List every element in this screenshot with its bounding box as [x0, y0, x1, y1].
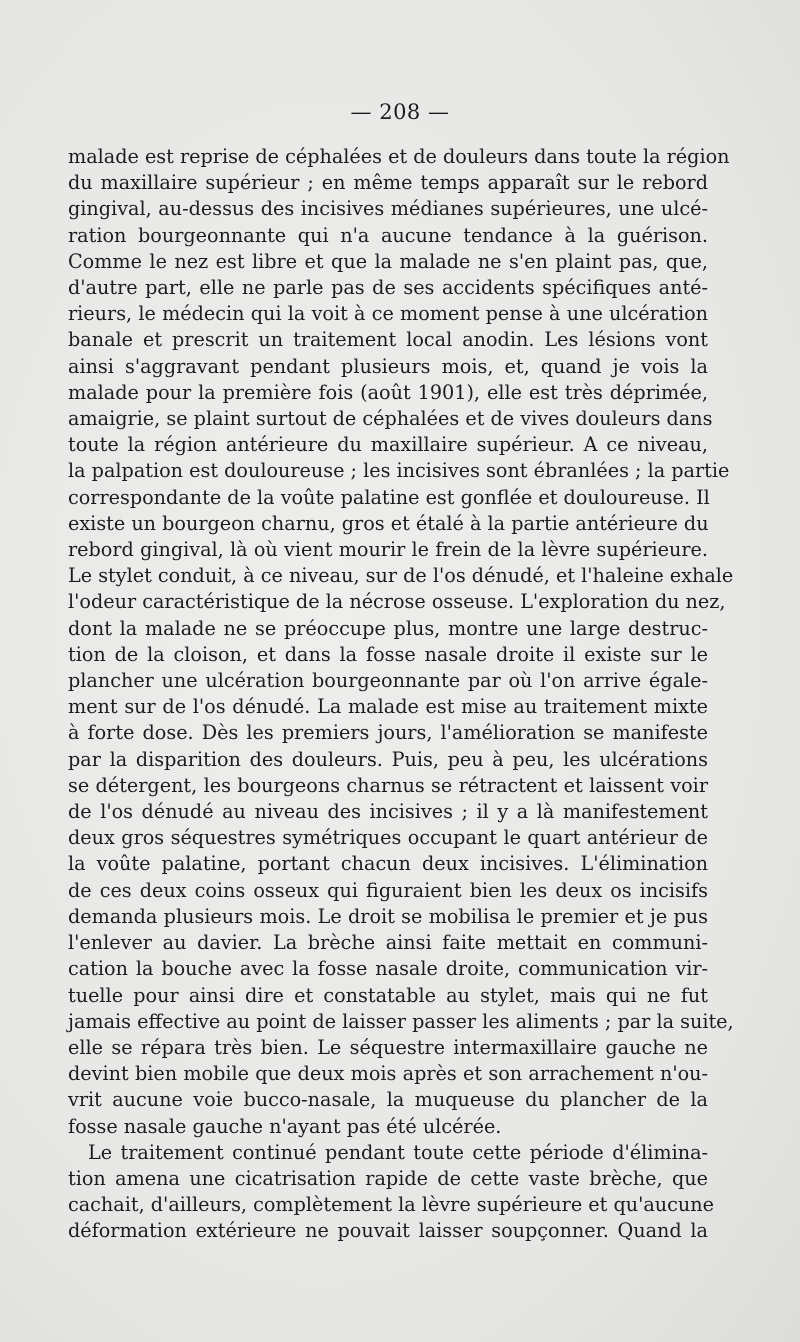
text-line: rieurs, le médecin qui la voit à ce moment pense à une ulcération — [68, 302, 708, 326]
text-line: gingival, au-dessus des incisives médianes supérieures, une ulcé- — [68, 197, 708, 221]
text-line: devint bien mobile que deux mois après et son arrachement n'ou- — [68, 1062, 708, 1086]
page-number: — 208 — — [350, 100, 450, 124]
text-line: déformation extérieure ne pouvait laisser soupçonner. Quand la — [68, 1219, 708, 1243]
text-line: par la disparition des douleurs. Puis, peu à peu, les ulcérations — [68, 747, 708, 771]
text-line: tion de la cloison, et dans la fosse nasale droite il existe sur le — [68, 642, 708, 666]
text-line: ainsi s'aggravant pendant plusieurs mois, et, quand je vois la — [68, 354, 708, 378]
body-text — [68, 144, 734, 1245]
text-line: ration bourgeonnante qui n'a aucune tendance à la guérison. — [68, 223, 708, 247]
text-line: banale et prescrit un traitement local anodin. Les lésions vont — [68, 328, 708, 352]
text-line: toute la région antérieure du maxillaire supérieur. A ce niveau, — [68, 433, 708, 457]
text-line: de ces deux coins osseux qui figuraient bien les deux os incisifs — [68, 878, 708, 902]
text-line: tuelle pour ainsi dire et constatable au stylet, mais qui ne fut — [68, 983, 708, 1007]
text-line: malade est reprise de céphalées et de douleurs dans toute la région — [68, 145, 730, 168]
text-line: plancher une ulcération bourgeonnante par où l'on arrive égale- — [68, 669, 708, 693]
text-line: jamais effective au point de laisser passer les aliments ; par la suite, — [68, 1009, 734, 1033]
text-line: à forte dose. Dès les premiers jours, l'amélioration se manifeste — [68, 721, 708, 745]
text-line: existe un bourgeon charnu, gros et étalé à la partie antérieure du — [68, 511, 709, 535]
text-line: demanda plusieurs mois. Le droit se mobilisa le premier et je pus — [68, 904, 708, 928]
text-line: d'autre part, elle ne parle pas de ses accidents spécifiques anté- — [68, 276, 708, 300]
text-line: fosse nasale gauche n'ayant pas été ulcérée. — [68, 1114, 502, 1138]
text-line: Le stylet conduit, à ce niveau, sur de l'os dénudé, et l'haleine exhale — [68, 564, 734, 588]
text-line: dont la malade ne se préoccupe plus, montre une large destruc- — [68, 616, 708, 640]
text-line: amaigrie, se plaint surtout de céphalées et de vives douleurs dans — [68, 407, 713, 431]
text-line: malade pour la première fois (août 1901), elle est très déprimée, — [68, 380, 708, 404]
text-line: correspondante de la voûte palatine est gonflée et douloureuse. Il — [68, 485, 710, 509]
text-line: du maxillaire supérieur ; en même temps apparaît sur le rebord — [68, 171, 708, 195]
text-line: Le traitement continué pendant toute cette période d'élimina- — [88, 1140, 708, 1164]
text-line: la voûte palatine, portant chacun deux incisives. L'élimination — [68, 852, 708, 876]
text-line: vrit aucune voie bucco-nasale, la muqueuse du plancher de la — [68, 1088, 708, 1112]
text-line: cation la bouche avec la fosse nasale droite, communication vir- — [68, 957, 708, 981]
paragraph — [68, 1140, 714, 1245]
text-line: rebord gingival, là où vient mourir le frein de la lèvre supérieure. — [68, 538, 708, 562]
text-line: elle se répara très bien. Le séquestre intermaxillaire gauche ne — [68, 1035, 708, 1059]
text-line: tion amena une cicatrisation rapide de cette vaste brèche, que — [68, 1166, 708, 1190]
text-line: de l'os dénudé au niveau des incisives ; il y a là manifestement — [68, 800, 708, 824]
text-line: la palpation est douloureuse ; les incisives sont ébranlées ; la partie — [68, 459, 730, 483]
text-line: Comme le nez est libre et que la malade ne s'en plaint pas, que, — [68, 249, 708, 273]
text-line: ment sur de l'os dénudé. La malade est mise au traitement mixte — [68, 695, 708, 719]
text-line: deux gros séquestres symétriques occupant le quart antérieur de — [68, 826, 708, 850]
text-line: se détergent, les bourgeons charnus se rétractent et laissent voir — [68, 773, 708, 797]
text-line: l'odeur caractéristique de la nécrose osseuse. L'exploration du nez, — [68, 590, 726, 614]
text-line: cachait, d'ailleurs, complètement la lèvre supérieure et qu'aucune — [68, 1193, 714, 1217]
text-line: l'enlever au davier. La brèche ainsi faite mettait en communi- — [68, 931, 708, 955]
paragraph — [68, 144, 734, 1140]
